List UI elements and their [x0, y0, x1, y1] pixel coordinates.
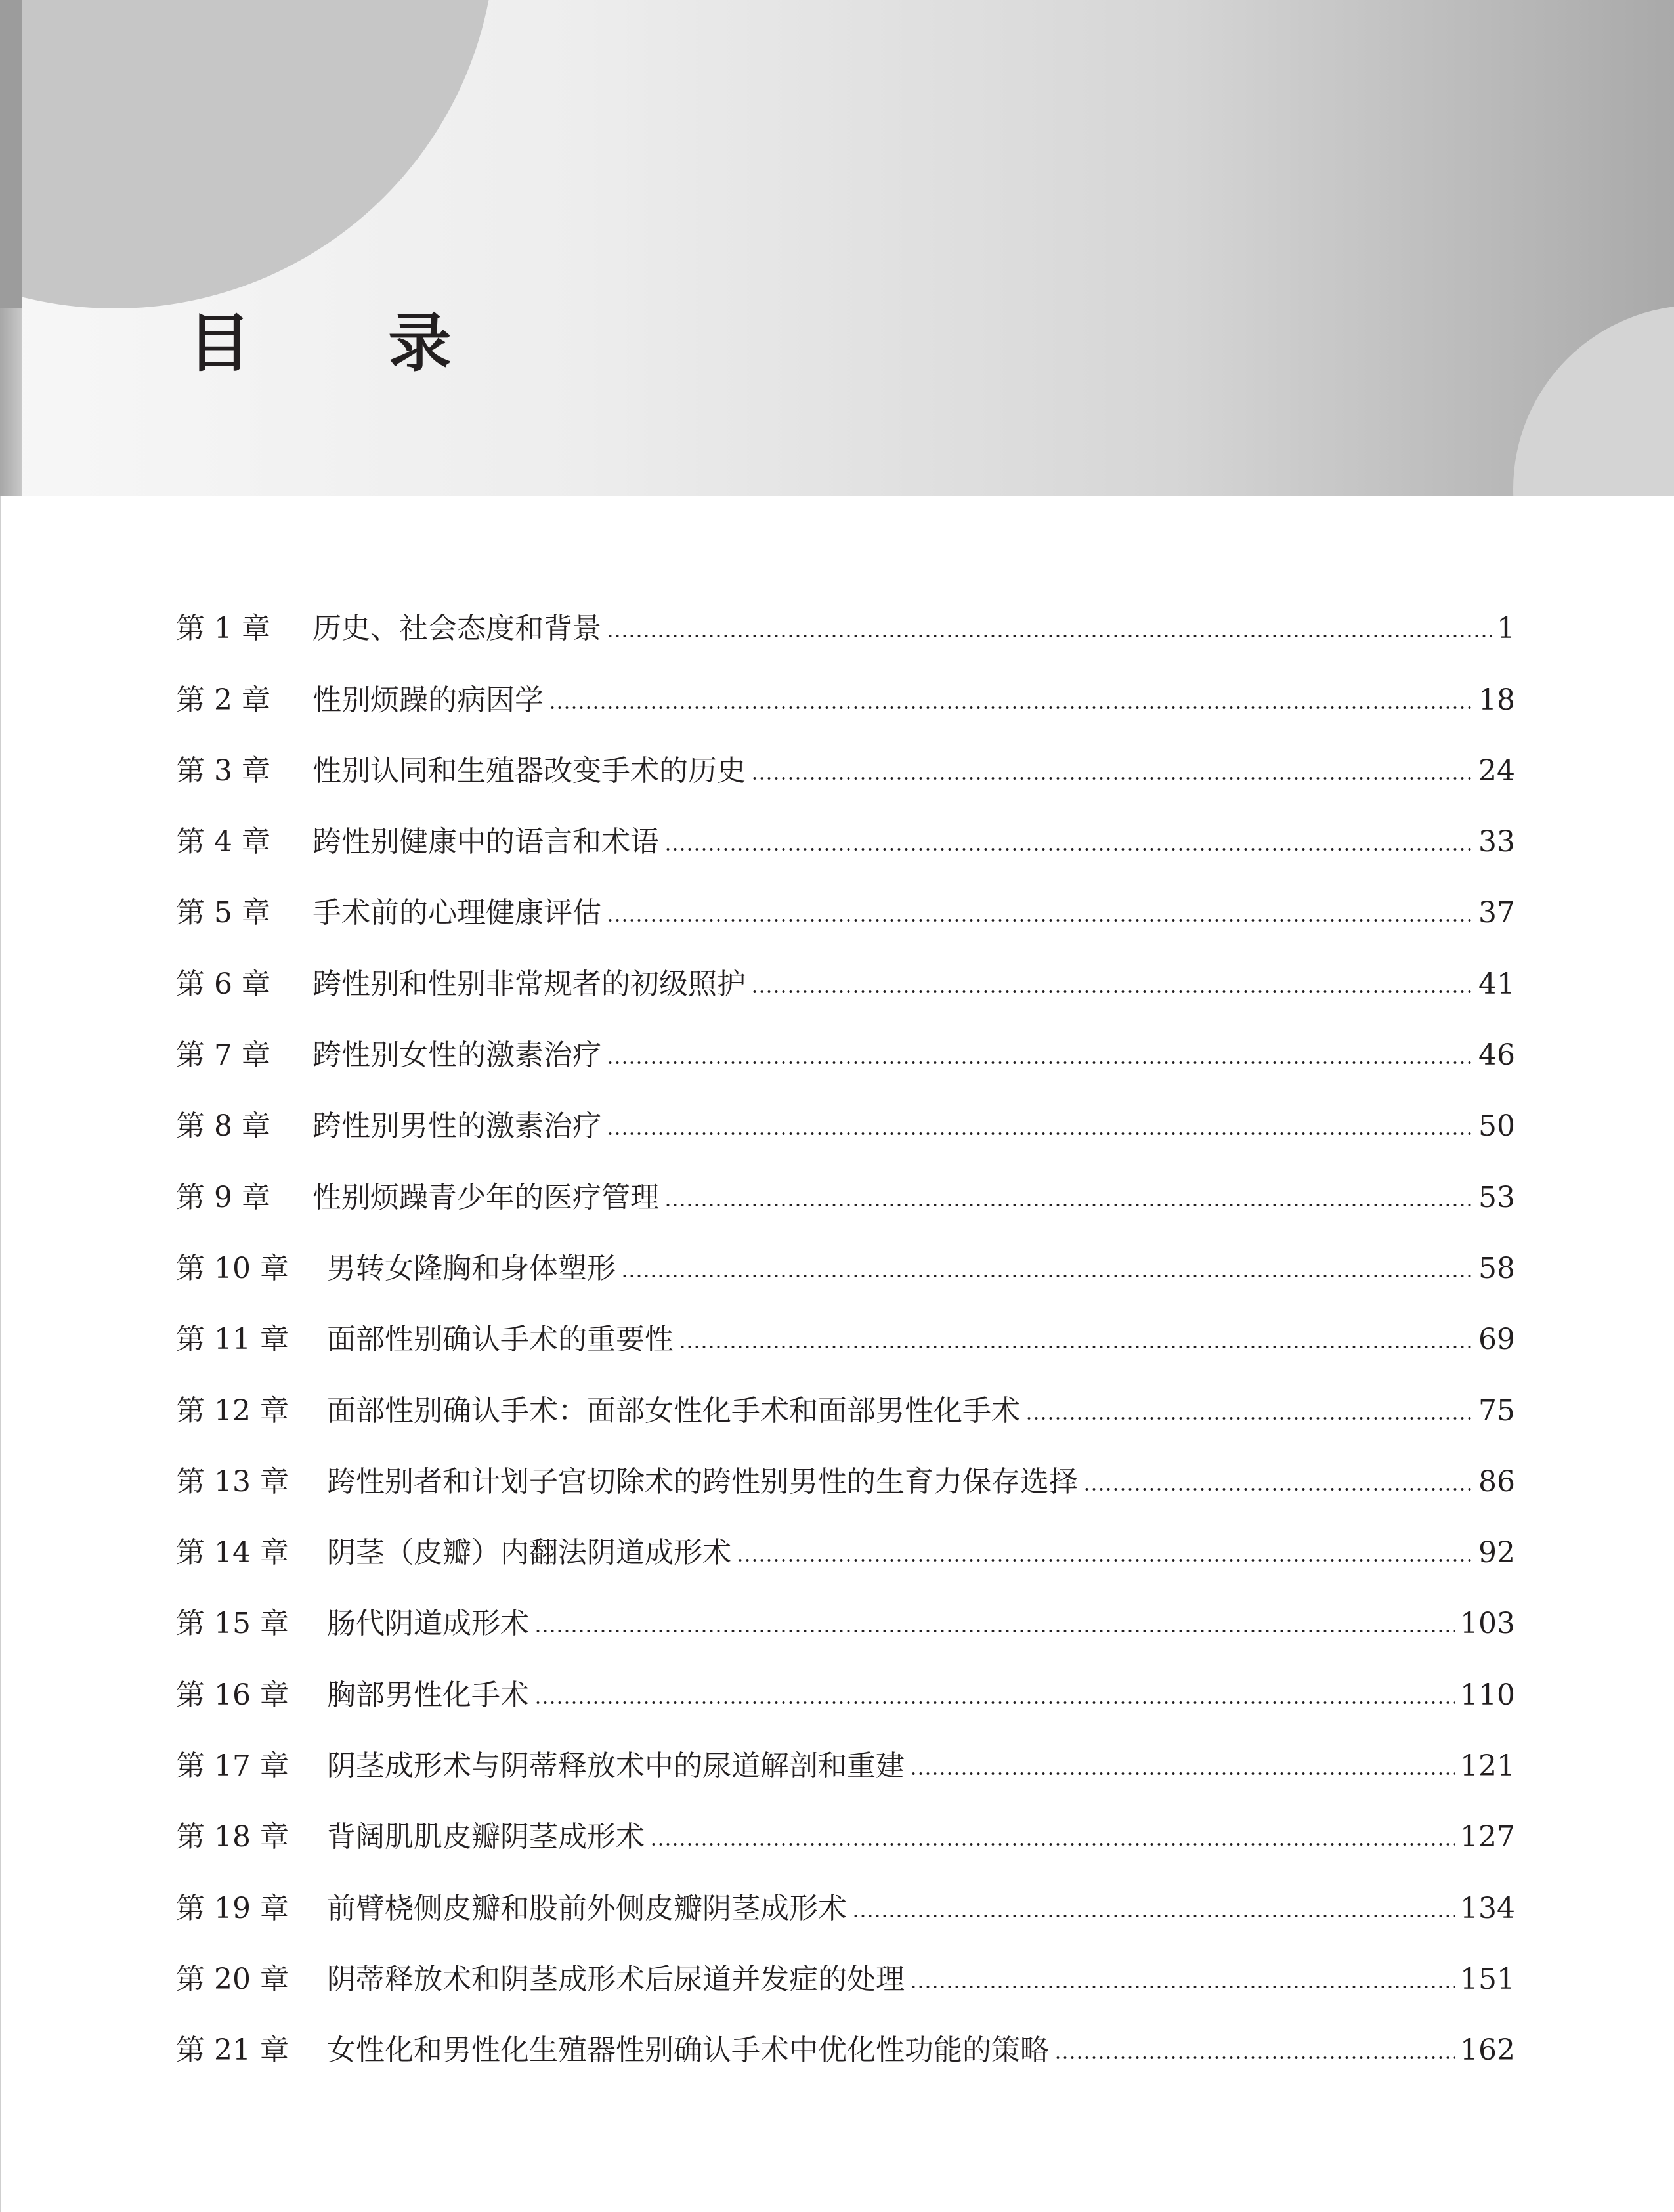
toc-page-number: 127 [1460, 1820, 1515, 1854]
toc-page-number: 151 [1460, 1962, 1515, 1996]
toc-chapter-title: 阴茎（皮瓣）内翻法阴道成形术 [327, 1536, 731, 1570]
toc-chapter-title: 跨性别女性的激素治疗 [312, 1038, 601, 1073]
toc-entry[interactable] [176, 1786, 1515, 1857]
toc-dot-leader [1054, 2054, 1455, 2061]
toc-chapter-number: 第 9 章 [176, 1180, 270, 1214]
toc-page-number: 1 [1497, 612, 1515, 646]
toc-page-number: 37 [1478, 896, 1515, 930]
toc-dot-leader [534, 1628, 1455, 1634]
toc-chapter-title: 历史、社会态度和背景 [312, 612, 601, 646]
toc-dot-leader [664, 846, 1473, 853]
toc-chapter-number: 第 21 章 [176, 2033, 289, 2068]
toc-chapter-title: 跨性别和性别非常规者的初级照护 [312, 967, 746, 1001]
toc-chapter-number: 第 11 章 [176, 1323, 289, 1357]
toc-dot-leader [534, 1699, 1455, 1706]
toc-dot-leader [679, 1344, 1473, 1350]
toc-dot-leader [607, 1130, 1473, 1137]
toc-dot-leader [607, 633, 1492, 639]
toc-page-number: 33 [1478, 825, 1515, 859]
toc-chapter-title: 手术前的心理健康评估 [312, 896, 601, 930]
toc-chapter-title: 性别烦躁的病因学 [312, 683, 544, 717]
toc-chapter-number: 第 10 章 [176, 1251, 289, 1285]
toc-dot-leader [1025, 1415, 1473, 1422]
toc-chapter-number: 第 7 章 [176, 1038, 270, 1073]
toc-chapter-title: 女性化和男性化生殖器性别确认手术中优化性功能的策略 [327, 2033, 1049, 2068]
toc-entry[interactable] [176, 1715, 1515, 1786]
decorative-circle-small [1513, 305, 1674, 496]
toc-page-number: 50 [1478, 1109, 1515, 1143]
header-band [0, 0, 1674, 496]
decorative-circle-large [0, 0, 496, 308]
toc-page-number: 103 [1460, 1607, 1515, 1641]
toc-entry[interactable] [176, 578, 1515, 649]
table-of-contents [176, 578, 1515, 2070]
toc-entry[interactable] [176, 1573, 1515, 1644]
toc-dot-leader [607, 1059, 1473, 1066]
toc-dot-leader [1083, 1486, 1473, 1493]
toc-entry[interactable] [176, 933, 1515, 1004]
toc-page-number: 86 [1478, 1464, 1515, 1499]
toc-entry[interactable] [176, 1004, 1515, 1075]
toc-entry[interactable] [176, 1075, 1515, 1146]
toc-page-number: 134 [1460, 1891, 1515, 1925]
toc-dot-leader [910, 1770, 1455, 1777]
toc-chapter-number: 第 18 章 [176, 1820, 289, 1854]
toc-chapter-number: 第 17 章 [176, 1749, 289, 1783]
toc-entry[interactable] [176, 1359, 1515, 1430]
toc-dot-leader [621, 1273, 1473, 1279]
toc-chapter-number: 第 6 章 [176, 967, 270, 1001]
toc-page-number: 53 [1478, 1180, 1515, 1214]
page-edge-line [0, 496, 1, 2212]
toc-chapter-title: 肠代阴道成形术 [327, 1607, 529, 1641]
toc-page-number: 18 [1478, 683, 1515, 717]
toc-chapter-number: 第 19 章 [176, 1891, 289, 1925]
toc-entry[interactable] [176, 1644, 1515, 1714]
toc-entry[interactable] [176, 1288, 1515, 1359]
toc-dot-leader [664, 1202, 1473, 1208]
toc-chapter-title: 跨性别健康中的语言和术语 [312, 825, 659, 859]
toc-chapter-title: 跨性别男性的激素治疗 [312, 1109, 601, 1143]
toc-chapter-title: 面部性别确认手术的重要性 [327, 1323, 674, 1357]
toc-chapter-number: 第 2 章 [176, 683, 270, 717]
toc-chapter-title: 阴蒂释放术和阴茎成形术后尿道并发症的处理 [327, 1962, 905, 1996]
toc-dot-leader [751, 775, 1473, 782]
toc-chapter-title: 背阔肌肌皮瓣阴茎成形术 [327, 1820, 645, 1854]
toc-chapter-title: 跨性别者和计划子宫切除术的跨性别男性的生育力保存选择 [327, 1464, 1078, 1499]
toc-chapter-title: 性别认同和生殖器改变手术的历史 [312, 754, 746, 788]
toc-chapter-title: 性别烦躁青少年的医疗管理 [312, 1180, 659, 1214]
toc-entry[interactable] [176, 1999, 1515, 2070]
toc-chapter-number: 第 13 章 [176, 1464, 289, 1499]
toc-entry[interactable] [176, 791, 1515, 862]
toc-entry[interactable] [176, 1146, 1515, 1217]
toc-chapter-title: 面部性别确认手术：面部女性化手术和面部男性化手术 [327, 1393, 1020, 1428]
toc-page-number: 162 [1460, 2033, 1515, 2068]
toc-page-number: 58 [1478, 1251, 1515, 1285]
toc-chapter-number: 第 1 章 [176, 612, 270, 646]
toc-page-number: 41 [1478, 967, 1515, 1001]
toc-chapter-title: 男转女隆胸和身体塑形 [327, 1251, 616, 1285]
toc-chapter-number: 第 12 章 [176, 1393, 289, 1428]
toc-entry[interactable] [176, 1502, 1515, 1573]
toc-page-number: 75 [1478, 1393, 1515, 1428]
toc-dot-leader [737, 1557, 1473, 1563]
toc-dot-leader [607, 917, 1473, 924]
toc-dot-leader [650, 1841, 1455, 1848]
toc-page-number: 46 [1478, 1038, 1515, 1073]
toc-chapter-number: 第 15 章 [176, 1607, 289, 1641]
toc-chapter-number: 第 20 章 [176, 1962, 289, 1996]
toc-chapter-title: 前臂桡侧皮瓣和股前外侧皮瓣阴茎成形术 [327, 1891, 847, 1925]
page-edge-strip [0, 0, 22, 496]
toc-dot-leader [549, 704, 1473, 711]
toc-page-number: 121 [1460, 1749, 1515, 1783]
toc-page-number: 92 [1478, 1536, 1515, 1570]
toc-dot-leader [852, 1913, 1455, 1919]
toc-chapter-number: 第 4 章 [176, 825, 270, 859]
toc-page-number: 69 [1478, 1323, 1515, 1357]
toc-entry[interactable] [176, 862, 1515, 933]
toc-dot-leader [751, 989, 1473, 995]
toc-entry[interactable] [176, 649, 1515, 719]
toc-chapter-number: 第 8 章 [176, 1109, 270, 1143]
toc-page-number: 24 [1478, 754, 1515, 788]
page-title: 目 录 [188, 306, 509, 380]
toc-entry[interactable] [176, 720, 1515, 791]
toc-entry[interactable] [176, 1431, 1515, 1502]
toc-chapter-title: 胸部男性化手术 [327, 1678, 529, 1712]
toc-chapter-number: 第 3 章 [176, 754, 270, 788]
toc-dot-leader [910, 1984, 1455, 1990]
toc-entry[interactable] [176, 1928, 1515, 1999]
toc-chapter-title: 阴茎成形术与阴蒂释放术中的尿道解剖和重建 [327, 1749, 905, 1783]
toc-page-number: 110 [1460, 1678, 1515, 1712]
toc-entry[interactable] [176, 1857, 1515, 1928]
toc-chapter-number: 第 14 章 [176, 1536, 289, 1570]
toc-chapter-number: 第 16 章 [176, 1678, 289, 1712]
toc-entry[interactable] [176, 1218, 1515, 1288]
toc-chapter-number: 第 5 章 [176, 896, 270, 930]
